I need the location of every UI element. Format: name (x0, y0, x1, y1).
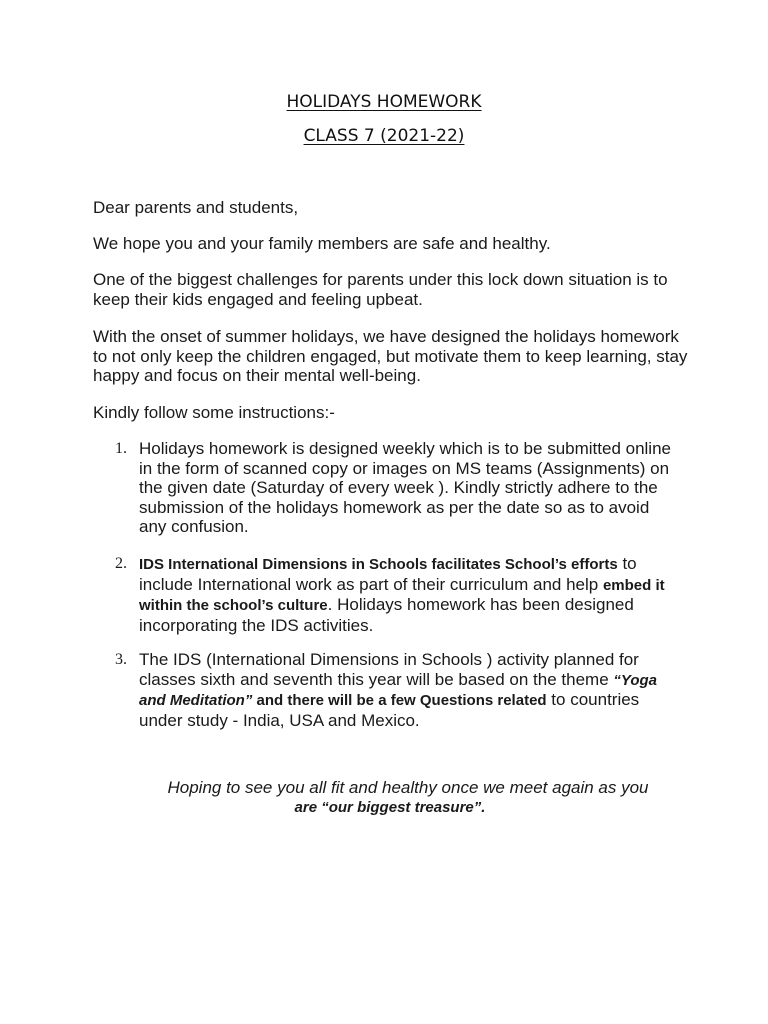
instruction-text: Holidays homework is designed weekly which is to be submitted online in the form of scanned copy or images on MS teams (Assignments) on the given date (Saturday of every week ). Kindly strictly adhere to the submission of the holidays homework as per the date so as to avoid any confusion. (139, 439, 671, 536)
list-number: 2. (115, 555, 127, 572)
closing-line: Hoping to see you all fit and healthy once we meet again as you (167, 778, 649, 797)
bold-text: embed it within the school’s culture (139, 576, 665, 614)
document-subtitle: CLASS 7 (2021-22) (303, 126, 465, 146)
plain-text: to countries under study - India, USA and Mexico. (139, 690, 640, 730)
summer-holidays-paragraph: With the onset of summer holidays, we have designed the holidays homework to not only keep the children engaged, but motivate them to keep learning, stay happy and focus on their mental well-being. (93, 327, 688, 385)
instruction-text (139, 554, 679, 635)
plain-text: to include International work as part of their curriculum and help (139, 554, 637, 594)
closing-line-emphasis: are “our biggest treasure”. (294, 799, 486, 816)
theme-text: “Yoga and Meditation” (139, 671, 657, 709)
hope-paragraph: We hope you and your family members are safe and healthy. (93, 234, 551, 253)
greeting-paragraph: Dear parents and students, (93, 198, 299, 217)
list-number: 3. (115, 651, 127, 668)
instruction-text (139, 650, 679, 730)
plain-text: . Holidays homework has been designed incorporating the IDS activities. (139, 595, 634, 635)
bold-text: IDS International Dimensions in Schools facilitates School’s efforts (139, 556, 618, 573)
challenge-paragraph: One of the biggest challenges for parents under this lock down situation is to keep their kids engaged and feeling upbeat. (93, 270, 668, 309)
list-number: 1. (115, 440, 127, 457)
instructions-intro: Kindly follow some instructions:- (93, 403, 335, 422)
document-title: HOLIDAYS HOMEWORK (286, 92, 482, 112)
plain-text: The IDS (International Dimensions in Schools ) activity planned for classes sixth and seventh this year will be based on the theme (139, 650, 639, 689)
bold-text: and there will be a few Questions related (252, 692, 547, 709)
